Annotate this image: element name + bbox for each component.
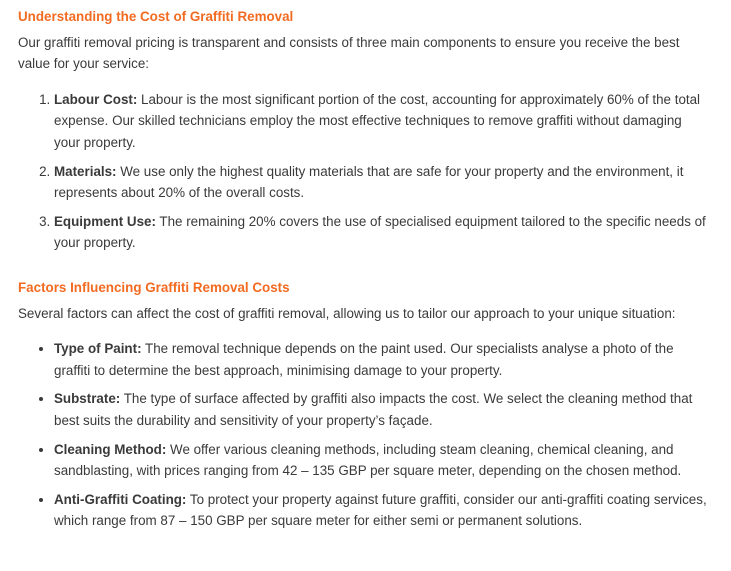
list-item-text: The type of surface affected by graffiti also impacts the cost. We select the cleaning method that best suits the durability and sensitivity of your property’s façade. — [54, 391, 693, 428]
list-item-text: The remaining 20% covers the use of specialised equipment tailored to the specific needs of your property. — [54, 213, 706, 251]
section-intro-factors: Several factors can affect the cost of graffiti removal, allowing us to tailor our approach to your unique situation: — [18, 305, 676, 321]
list-item-text: The removal technique depends on the paint used. Our specialists analyse a photo of the graffiti to determine the best approach, minimising damage to your property. — [54, 341, 674, 378]
list-item — [54, 89, 711, 154]
list-item-text: We use only the highest quality materials that are safe for your property and the environment, it represents about 20% of the overall costs. — [54, 163, 684, 201]
list-item-term: Cleaning Method: — [54, 441, 167, 457]
cost-factors-list — [18, 338, 711, 532]
list-item — [54, 439, 711, 482]
list-item — [54, 338, 711, 381]
list-item-term: Anti-Graffiti Coating: — [54, 491, 187, 507]
list-item — [54, 161, 711, 204]
list-item — [54, 211, 711, 254]
list-item-text: To protect your property against future graffiti, consider our anti-graffiti coating services, which range from 87 – 150 GBP per square meter for either semi or permanent solutions. — [54, 491, 707, 529]
list-item — [54, 489, 711, 532]
list-item-term: Equipment Use: — [54, 213, 156, 229]
section-heading-factors: Factors Influencing Graffiti Removal Costs — [18, 279, 290, 295]
section-intro-cost: Our graffiti removal pricing is transparent and consists of three main components to ensure you receive the best value for your service: — [18, 34, 680, 72]
section-heading-cost: Understanding the Cost of Graffiti Removal — [18, 9, 294, 24]
list-item-text: Labour is the most significant portion of the cost, accounting for approximately 60% of the total expense. Our skilled technicians employ the most effective techniques to remove graffiti without damaging your property. — [54, 91, 701, 150]
list-item-text: We offer various cleaning methods, including steam cleaning, chemical cleaning, and sandblasting, with prices ranging from 42 – 135 GBP per square meter, depending on the chosen method. — [54, 441, 682, 479]
list-item — [54, 388, 711, 431]
list-item-term: Labour Cost: — [54, 91, 138, 107]
list-item-term: Materials: — [54, 163, 117, 179]
list-item-term: Substrate: — [54, 391, 121, 407]
list-item-term: Type of Paint: — [54, 341, 142, 357]
cost-components-list — [18, 89, 711, 254]
